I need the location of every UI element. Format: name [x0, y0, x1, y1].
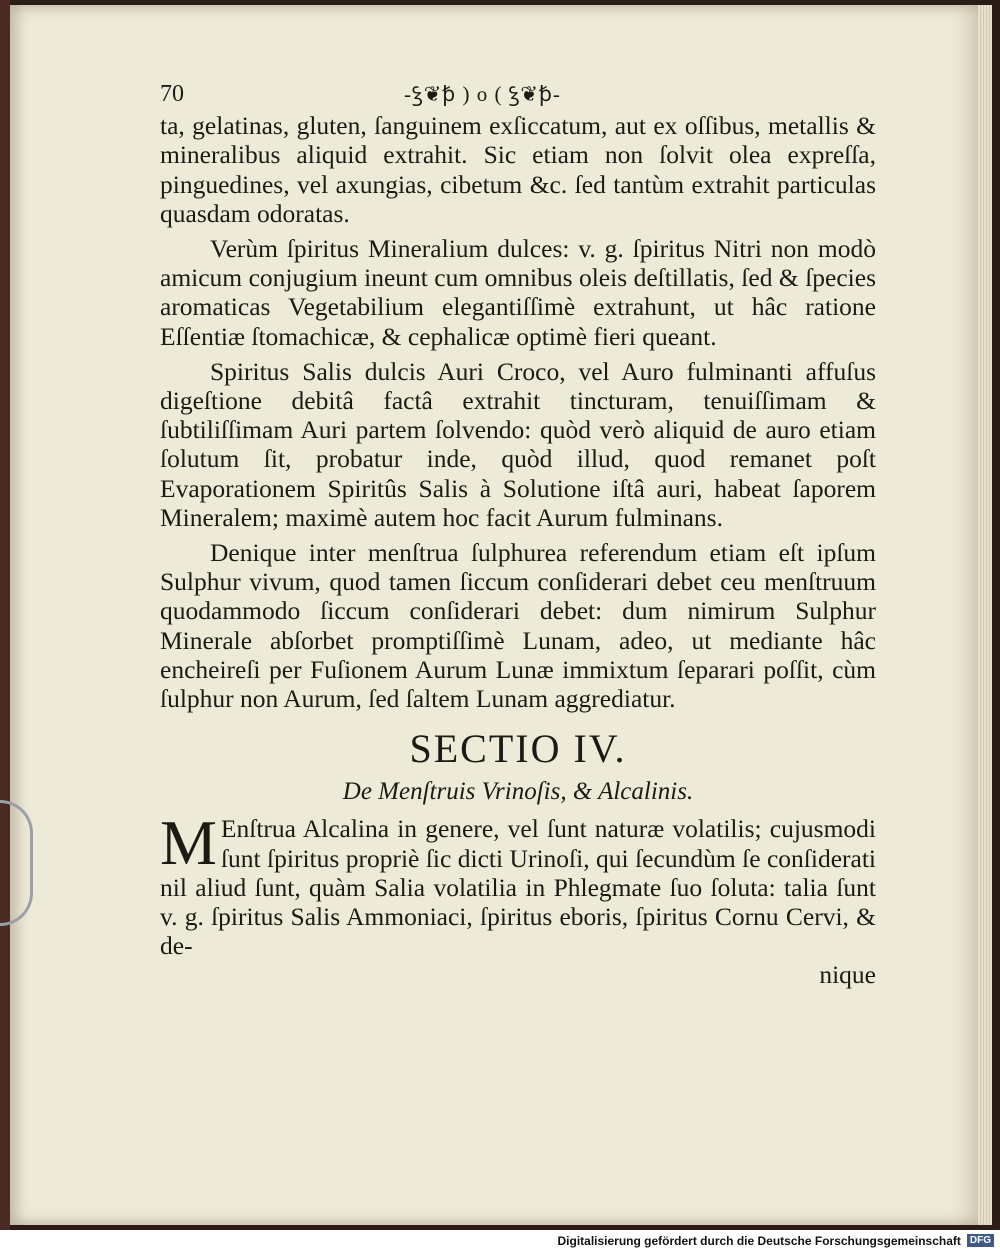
header-ornament: -ꝣ❦ꝥ ) o ( ꝣ❦ꝥ- [404, 82, 561, 106]
page-edges [978, 5, 992, 1225]
section-subtitle: De Menſtruis Vrinoſis, & Alcalinis. [342, 778, 694, 806]
book-spine [0, 0, 10, 1230]
section-title: SECTIO IV. [409, 726, 627, 772]
paragraph-1: ta, gelatinas, gluten, ſanguinem exſiccatum, aut ex oſſibus, metallis & mineralibus aliquid extrahit. Sic etiam non ſolvit olea expreſſa, pinguedines, vel axungias, cibetum &c. ſed tantùm extrahit particulas quasdam odoratas. [160, 111, 876, 228]
page-number: 70 [160, 81, 184, 107]
drop-cap: M [160, 807, 217, 879]
paragraph-2: Verùm ſpiritus Mineralium dulces: v. g. ſpiritus Nitri non modò amicum conjugium ineunt cum omnibus oleis deſtillatis, ſed & ſpecies aromaticas Vegetabilium elegantiſſimè extrahunt, ut hâc ratione Eſſentiæ ſtomachicæ, & cephalicæ optimè fieri queant. [160, 234, 876, 351]
paragraph-3: Spiritus Salis dulcis Auri Croco, vel Auro fulminanti affuſus digeſtione debitâ factâ extrahit tincturam, tenuiſſimam & ſubtiliſſimam Auri partem ſolvendo: quòd verò aliquid de auro etiam ſolutum ſit, probatur inde, quòd illud, quod remanet poſt Evaporationem Spiritûs Salis à Solutione iſtâ auri, habeat ſaporem Mineralem; maximè autem hoc facit Aurum fulminans. [160, 356, 876, 532]
page-text [160, 80, 876, 990]
footer-bar [0, 1230, 1000, 1251]
catchword: nique [819, 960, 876, 990]
paragraph-4: Denique inter menſtrua ſulphurea referendum etiam eſt ipſum Sulphur vivum, quod tamen ſiccum conſiderari debet ceu menſtruum quodammodo ſiccum conſiderari debet: dum nimirum Sulphur Minerale abſorbet promptiſſimè Lunam, adeo, ut mediante hâc encheireſi per Fuſionem Aurum Lunæ immixtum ſeparari poſſit, cùm ſulphur non Aurum, ſed ſaltem Lunam aggrediatur. [160, 538, 876, 714]
page-clip [0, 800, 33, 926]
section-paragraph [160, 807, 876, 961]
section-body: Enſtrua Alcalina in genere, vel ſunt naturæ volatilis; cujusmodi ſunt ſpiritus propriè ſic dicti Urinoſi, qui ſecundùm ſe conſiderati nil aliud ſunt, quàm Salia volatilia in Phlegmate ſuo ſoluta: talia ſunt v. g. ſpiritus Salis Ammoniaci, ſpiritus eboris, ſpiritus Cornu Cervi, & de- [160, 814, 876, 961]
footer-credit: Digitalisierung gefördert durch die Deutsche Forschungsgemeinschaft [557, 1233, 961, 1248]
running-head [160, 80, 876, 109]
dfg-logo-icon: DFG [967, 1234, 994, 1247]
